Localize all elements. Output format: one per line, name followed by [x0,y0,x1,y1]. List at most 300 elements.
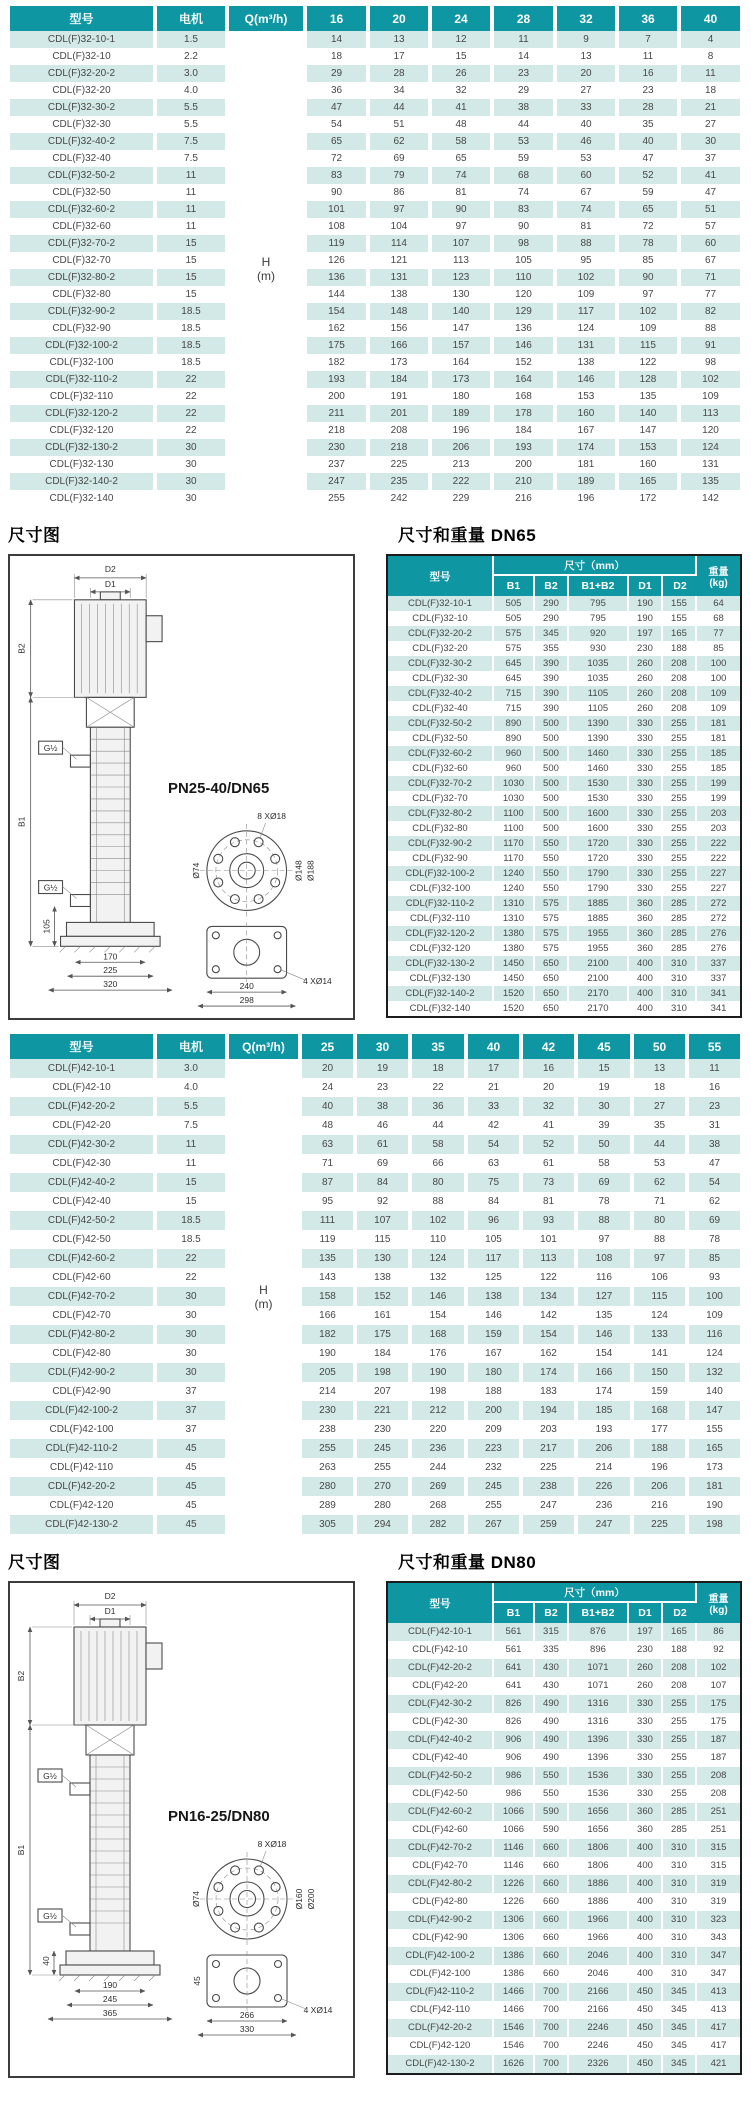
value-cell: 138 [355,1268,410,1287]
label-d1: D1 [104,578,116,589]
table-header [8,6,742,31]
model-cell: CDL(F)42-110 [388,2001,494,2019]
value-cell: 175 [710,1716,727,1727]
value-cell: 154 [410,1306,466,1325]
value-cell: 127 [576,1287,632,1306]
model-cell: CDL(F)32-10-1 [8,31,155,48]
table-row [8,269,742,286]
label-width-190: 190 [102,1980,118,1990]
table-row [388,776,740,791]
value-cell: 2246 [569,2019,629,2037]
value-cell: 960 [494,746,535,761]
value-cell: 140 [617,405,679,422]
value-cell: 153 [617,439,679,456]
table-row [8,1116,742,1135]
col-header-weight [697,556,740,596]
value-cell: 232 [466,1458,521,1477]
value-cell: 181 [687,1477,742,1496]
col-header-model: 型号 [8,1034,155,1059]
section-titles-dn80 [8,1548,742,1573]
base-plan-view [198,922,332,1006]
model-cell: CDL(F)42-20-2 [388,1659,494,1677]
value-cell: 700 [535,2037,569,2055]
table-row [388,1875,740,1893]
model-cell: CDL(F)42-20-2 [8,1477,155,1496]
value-cell: 128 [617,371,679,388]
table-row [8,456,742,473]
model-cell: CDL(F)42-40 [8,1192,155,1211]
value-cell: 27 [632,1097,687,1116]
table-row [388,1911,740,1929]
value-cell: 72 [617,218,679,235]
value-cell: 310 [663,956,697,971]
value-cell: 58 [430,133,492,150]
table-row [388,626,740,641]
value-cell: 660 [535,1911,569,1929]
model-cell: CDL(F)42-110 [8,1458,155,1477]
value-cell: 1310 [494,896,535,911]
value-cell: 197 [629,626,663,641]
value-cell: 98 [679,354,742,371]
value-cell: 175 [305,337,368,354]
weight-label: 重量 [708,1594,729,1605]
col-header-q42: 42 [521,1034,576,1059]
value-cell: 78 [617,235,679,252]
value-cell: 73 [521,1173,576,1192]
value-cell: 225 [368,456,430,473]
label-b1: B1 [16,816,27,828]
value-cell: 310 [663,971,697,986]
value-cell: 208 [663,671,697,686]
table-row [8,65,742,82]
value-cell: 390 [535,656,569,671]
table-row [388,1623,740,1641]
value-cell: 360 [629,941,663,956]
value-cell: 15 [155,1173,227,1192]
value-cell: 140 [687,1382,742,1401]
value-cell: 180 [430,388,492,405]
value-cell: 173 [368,354,430,371]
col-header-b2: B2 [535,576,569,596]
value-cell: 85 [713,643,724,654]
value-cell: 123 [430,269,492,286]
table-row [388,1983,740,2001]
value-cell: 255 [663,776,697,791]
value-cell: 490 [535,1713,569,1731]
value-cell: 154 [521,1325,576,1344]
model-cell: CDL(F)32-110 [388,911,494,926]
table-row [388,1677,740,1695]
value-cell: 700 [535,2001,569,2019]
value-cell: 400 [629,1875,663,1893]
model-cell: CDL(F)42-100 [388,1965,494,1983]
value-cell: 310 [663,1893,697,1911]
col-header-size-group: 尺寸（mm） [494,556,697,576]
value-cell: 890 [494,716,535,731]
model-cell: CDL(F)32-140-2 [388,986,494,1001]
value-cell: 400 [629,1911,663,1929]
model-cell: CDL(F)32-100-2 [388,866,494,881]
value-cell: 97 [576,1230,632,1249]
value-cell: 337 [697,956,740,971]
value-cell: 119 [300,1230,355,1249]
value-cell: 30 [155,1287,227,1306]
value-cell: 124 [632,1306,687,1325]
pump-drawing-dn65 [10,556,353,1018]
value-cell: 208 [663,701,697,716]
value-cell: 260 [629,1677,663,1695]
value-cell: 700 [535,2019,569,2037]
value-cell: 136 [305,269,368,286]
value-cell: 21 [679,99,742,116]
table-row [8,48,742,65]
value-cell: 315 [697,1839,740,1857]
value-cell: 1035 [569,656,629,671]
value-cell: 53 [492,133,555,150]
value-cell: 235 [368,473,430,490]
value-cell: 101 [521,1230,576,1249]
value-cell: 146 [576,1325,632,1344]
dims-weight-title-dn80: 尺寸和重量 DN80 [398,1553,537,1572]
value-cell: 1656 [569,1803,629,1821]
table-row [388,986,740,1001]
value-cell: 69 [576,1173,632,1192]
value-cell: 47 [305,99,368,116]
value-cell: 207 [355,1382,410,1401]
value-cell: 95 [300,1192,355,1211]
value-cell: 80 [410,1173,466,1192]
weight-unit: (kg) [709,1605,728,1616]
table-row [388,611,740,626]
value-cell: 18.5 [155,320,227,337]
table-row [388,836,740,851]
table-row [8,439,742,456]
value-cell: 213 [430,456,492,473]
value-cell: 660 [535,1947,569,1965]
value-cell: 1240 [494,881,535,896]
value-cell: 347 [697,1947,740,1965]
value-cell: 167 [555,422,617,439]
model-cell: CDL(F)42-100-2 [388,1947,494,1965]
value-cell: 1226 [494,1893,535,1911]
col-header-motor: 电机 [155,1034,227,1059]
head-unit-cell: H (m) [227,31,305,507]
col-header-q24: 24 [430,6,492,31]
value-cell: 68 [713,613,724,624]
model-cell: CDL(F)32-60 [8,218,155,235]
value-cell: 11 [155,1154,227,1173]
value-cell: 285 [663,1821,697,1839]
value-cell: 450 [629,2001,663,2019]
model-cell: CDL(F)32-110-2 [388,896,494,911]
value-cell: 108 [576,1249,632,1268]
value-cell: 229 [430,490,492,507]
table-row [388,1713,740,1731]
value-cell: 641 [494,1659,535,1677]
value-cell: 198 [410,1382,466,1401]
value-cell: 347 [710,1968,727,1979]
value-cell: 22 [155,371,227,388]
value-cell: 102 [410,1211,466,1230]
table-row [388,2001,740,2019]
model-cell: CDL(F)32-100-2 [8,337,155,354]
value-cell: 88 [576,1211,632,1230]
value-cell: 189 [555,473,617,490]
value-cell: 330 [629,821,663,836]
value-cell: 2100 [569,971,629,986]
value-cell: 1396 [569,1749,629,1767]
value-cell: 33 [555,99,617,116]
value-cell: 30 [155,456,227,473]
value-cell: 194 [521,1401,576,1420]
table-row [8,235,742,252]
value-cell: 11 [679,65,742,82]
value-cell: 90 [430,201,492,218]
value-cell: 255 [663,1713,697,1731]
model-cell: CDL(F)32-70-2 [388,776,494,791]
col-header-q55: 55 [687,1034,742,1059]
model-cell: CDL(F)32-130-2 [388,956,494,971]
value-cell: 193 [305,371,368,388]
value-cell: 660 [535,1839,569,1857]
model-cell: CDL(F)32-10-1 [388,596,494,611]
label-bolt-holes-4: 4 XØ14 [303,976,332,987]
value-cell: 255 [663,881,697,896]
value-cell: 184 [492,422,555,439]
value-cell: 244 [410,1458,466,1477]
model-cell: CDL(F)32-90-2 [8,303,155,320]
value-cell: 11 [155,1135,227,1154]
value-cell: 109 [697,686,740,701]
model-cell: CDL(F)32-80 [388,821,494,836]
value-cell: 15 [576,1059,632,1078]
value-cell: 330 [629,1695,663,1713]
model-cell: CDL(F)32-40 [8,150,155,167]
col-header-q20: 20 [368,6,430,31]
model-cell: CDL(F)42-80-2 [388,1875,494,1893]
model-cell: CDL(F)42-50 [8,1230,155,1249]
table-row [388,2037,740,2055]
value-cell: 270 [355,1477,410,1496]
value-cell: 36 [305,82,368,99]
table-row [388,881,740,896]
value-cell: 88 [632,1230,687,1249]
value-cell: 289 [300,1496,355,1515]
value-cell: 550 [535,1785,569,1803]
value-cell: 79 [368,167,430,184]
value-cell: 23 [687,1097,742,1116]
value-cell: 7 [617,31,679,48]
value-cell: 185 [697,746,740,761]
value-cell: 120 [492,286,555,303]
label-b1: B1 [16,1844,26,1856]
value-cell: 323 [697,1911,740,1929]
value-cell: 196 [430,422,492,439]
value-cell: 146 [466,1306,521,1325]
value-cell: 330 [629,716,663,731]
value-cell: 2246 [569,2037,629,2055]
value-cell: 500 [535,746,569,761]
model-cell: CDL(F)32-100 [388,881,494,896]
model-cell: CDL(F)42-30-2 [8,1135,155,1154]
value-cell: 280 [355,1496,410,1515]
value-cell: 826 [494,1695,535,1713]
col-header-d1: D1 [629,1603,663,1623]
base-plan-view [192,1951,333,2035]
table-row [8,1154,742,1173]
value-cell: 315 [535,1623,569,1641]
value-cell: 113 [430,252,492,269]
table-row [8,303,742,320]
value-cell: 906 [494,1731,535,1749]
model-cell: CDL(F)42-80-2 [8,1325,155,1344]
value-cell: 15 [155,269,227,286]
label-dia-74: Ø74 [190,862,201,879]
value-cell: 1966 [569,1911,629,1929]
value-cell: 129 [492,303,555,320]
value-cell: 218 [368,439,430,456]
value-cell: 36 [410,1097,466,1116]
value-cell: 330 [629,1785,663,1803]
value-cell: 400 [629,1893,663,1911]
table-row [8,388,742,405]
value-cell: 106 [632,1268,687,1287]
value-cell: 122 [521,1268,576,1287]
model-cell: CDL(F)42-40-2 [388,1731,494,1749]
value-cell: 81 [430,184,492,201]
value-cell: 550 [535,881,569,896]
value-cell: 211 [305,405,368,422]
label-width-320: 320 [103,979,118,990]
value-cell: 20 [300,1059,355,1078]
value-cell: 305 [300,1515,355,1534]
value-cell: 400 [629,1947,663,1965]
value-cell: 45 [155,1515,227,1534]
label-bolt-holes-4: 4 XØ14 [303,2005,333,2015]
value-cell: 251 [710,1824,727,1835]
table-row [388,1965,740,1983]
value-cell: 1071 [569,1659,629,1677]
table-row [8,490,742,507]
table-row [8,1496,742,1515]
value-cell: 41 [521,1116,576,1135]
value-cell: 147 [687,1401,742,1420]
value-cell: 575 [535,911,569,926]
flange-top-view [191,1839,316,1946]
value-cell: 345 [663,2001,697,2019]
table-row [8,422,742,439]
table-row [8,473,742,490]
value-cell: 1386 [494,1947,535,1965]
value-cell: 143 [300,1268,355,1287]
model-cell: CDL(F)32-80-2 [388,806,494,821]
table-row [8,1135,742,1154]
value-cell: 660 [535,1893,569,1911]
value-cell: 1520 [494,1001,535,1016]
table-row [388,1731,740,1749]
value-cell: 166 [368,337,430,354]
value-cell: 5.5 [155,99,227,116]
model-cell: CDL(F)32-130 [388,971,494,986]
value-cell: 161 [355,1306,410,1325]
col-header-b1b2: B1+B2 [569,576,629,596]
table-row [388,971,740,986]
value-cell: 930 [569,641,629,656]
value-cell: 69 [368,150,430,167]
value-cell: 5.5 [155,116,227,133]
value-cell: 255 [663,761,697,776]
model-cell: CDL(F)32-90-2 [388,836,494,851]
value-cell: 1460 [569,761,629,776]
value-cell: 54 [466,1135,521,1154]
model-cell: CDL(F)32-10 [388,611,494,626]
value-cell: 1460 [569,746,629,761]
value-cell: 330 [629,761,663,776]
value-cell: 124 [410,1249,466,1268]
table-row [8,201,742,218]
table-row [388,1803,740,1821]
value-cell: 31 [687,1116,742,1135]
value-cell: 45 [155,1496,227,1515]
value-cell: 330 [629,1749,663,1767]
value-cell: 267 [466,1515,521,1534]
value-cell: 500 [535,791,569,806]
value-cell: 285 [663,911,697,926]
value-cell: 330 [629,836,663,851]
value-cell: 227 [710,883,727,894]
value-cell: 181 [555,456,617,473]
value-cell: 46 [355,1116,410,1135]
value-cell: 53 [632,1154,687,1173]
table-row [388,671,740,686]
value-cell: 645 [494,671,535,686]
value-cell: 500 [535,776,569,791]
value-cell: 188 [466,1382,521,1401]
value-cell: 102 [555,269,617,286]
value-cell: 182 [305,354,368,371]
value-cell: 22 [155,1249,227,1268]
value-cell: 795 [569,596,629,611]
table-row [388,1659,740,1677]
value-cell: 430 [535,1677,569,1695]
value-cell: 65 [430,150,492,167]
table-row [8,1268,742,1287]
value-cell: 230 [300,1401,355,1420]
value-cell: 109 [617,320,679,337]
value-cell: 97 [617,286,679,303]
value-cell: 212 [410,1401,466,1420]
value-cell: 247 [305,473,368,490]
value-cell: 183 [521,1382,576,1401]
model-cell: CDL(F)32-120-2 [8,405,155,422]
value-cell: 117 [555,303,617,320]
label-b2: B2 [16,1670,26,1682]
table-row [8,133,742,150]
table-row [8,371,742,388]
value-cell: 222 [710,853,727,864]
model-cell: CDL(F)32-140 [8,490,155,507]
value-cell: 153 [555,388,617,405]
value-cell: 222 [430,473,492,490]
value-cell: 157 [430,337,492,354]
value-cell: 29 [492,82,555,99]
value-cell: 330 [629,791,663,806]
value-cell: 22 [155,405,227,422]
value-cell: 27 [555,82,617,99]
value-cell: 960 [494,761,535,776]
value-cell: 187 [710,1752,727,1763]
value-cell: 1450 [494,956,535,971]
